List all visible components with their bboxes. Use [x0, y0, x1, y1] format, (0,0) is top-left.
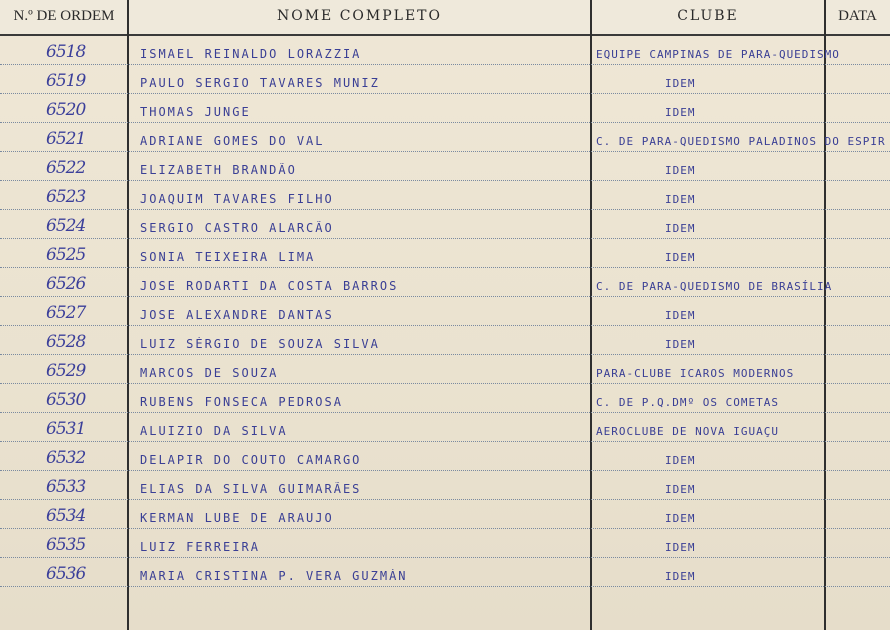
table-row	[0, 442, 890, 471]
table-row	[0, 268, 890, 297]
club-name: C. DE P.Q.DMº OS COMETAS	[596, 396, 779, 409]
club-name: IDEM	[665, 222, 696, 235]
club-name: PARA-CLUBE ICAROS MODERNOS	[596, 367, 795, 380]
table-row	[0, 152, 890, 181]
header-ordem: N.º DE ORDEM	[13, 8, 115, 24]
table-row	[0, 355, 890, 384]
table-row	[0, 384, 890, 413]
table-row	[0, 181, 890, 210]
table-row	[0, 326, 890, 355]
full-name: MARCOS DE SOUZA	[140, 366, 279, 380]
order-number: 6521	[46, 129, 86, 149]
club-name: IDEM	[665, 164, 696, 177]
club-name: IDEM	[665, 570, 696, 583]
order-number: 6535	[46, 535, 86, 555]
club-name: IDEM	[665, 106, 696, 119]
table-row	[0, 210, 890, 239]
club-name: IDEM	[665, 541, 696, 554]
full-name: ALUIZIO DA SILVA	[140, 424, 288, 438]
table-row	[0, 413, 890, 442]
order-number: 6531	[46, 419, 86, 439]
order-number: 6530	[46, 390, 86, 410]
table-row	[0, 65, 890, 94]
full-name: SERGIO CASTRO ALARCÃO	[140, 221, 334, 235]
club-name: IDEM	[665, 193, 696, 206]
order-number: 6527	[46, 303, 86, 323]
table-row	[0, 239, 890, 268]
club-name: EQUIPE CAMPINAS DE PARA-QUEDISMO	[596, 48, 840, 61]
order-number: 6518	[46, 42, 86, 62]
full-name: RUBENS FONSECA PEDROSA	[140, 395, 343, 409]
club-name: IDEM	[665, 454, 696, 467]
table-header	[0, 0, 890, 36]
table-row	[0, 558, 890, 587]
full-name: DELAPIR DO COUTO CAMARGO	[140, 453, 362, 467]
full-name: THOMAS JUNGE	[140, 105, 251, 119]
full-name: MARIA CRISTINA P. VERA GUZMÁN	[140, 569, 408, 583]
ledger-rows	[0, 36, 890, 587]
order-number: 6526	[46, 274, 86, 294]
header-clube: CLUBE	[677, 8, 739, 24]
order-number: 6520	[46, 100, 86, 120]
club-name: IDEM	[665, 338, 696, 351]
club-name: IDEM	[665, 309, 696, 322]
order-number: 6528	[46, 332, 86, 352]
table-row	[0, 123, 890, 152]
club-name: IDEM	[665, 251, 696, 264]
order-number: 6536	[46, 564, 86, 584]
full-name: ELIZABETH BRANDÃO	[140, 163, 297, 177]
club-name: IDEM	[665, 77, 696, 90]
table-row	[0, 529, 890, 558]
full-name: LUIZ SÉRGIO DE SOUZA SILVA	[140, 337, 380, 351]
table-row	[0, 500, 890, 529]
full-name: LUIZ FERREIRA	[140, 540, 260, 554]
table-row	[0, 94, 890, 123]
club-name: AEROCLUBE DE NOVA IGUAÇU	[596, 425, 779, 438]
full-name: SONIA TEIXEIRA LIMA	[140, 250, 316, 264]
order-number: 6532	[46, 448, 86, 468]
full-name: PAULO SERGIO TAVARES MUNIZ	[140, 76, 380, 90]
table-row	[0, 297, 890, 326]
full-name: ISMAEL REINALDO LORAZZIA	[140, 47, 362, 61]
order-number: 6529	[46, 361, 86, 381]
order-number: 6525	[46, 245, 86, 265]
club-name: IDEM	[665, 483, 696, 496]
club-name: IDEM	[665, 512, 696, 525]
club-name: C. DE PARA-QUEDISMO DE BRASÍLIA	[596, 280, 833, 293]
order-number: 6524	[46, 216, 86, 236]
full-name: ADRIANE GOMES DO VAL	[140, 134, 325, 148]
full-name: ELIAS DA SILVA GUIMARÃES	[140, 482, 362, 496]
full-name: KERMAN LUBE DE ARAUJO	[140, 511, 334, 525]
order-number: 6522	[46, 158, 86, 178]
full-name: JOSE ALEXANDRE DANTAS	[140, 308, 334, 322]
full-name: JOSE RODARTI DA COSTA BARROS	[140, 279, 399, 293]
full-name: JOAQUIM TAVARES FILHO	[140, 192, 334, 206]
header-nome: NOME COMPLETO	[276, 8, 442, 24]
order-number: 6519	[46, 71, 86, 91]
club-name: C. DE PARA-QUEDISMO PALADINOS DO ESPIR	[596, 135, 886, 148]
header-data: DATA	[838, 8, 877, 24]
order-number: 6523	[46, 187, 86, 207]
table-row	[0, 471, 890, 500]
order-number: 6534	[46, 506, 86, 526]
order-number: 6533	[46, 477, 86, 497]
table-row	[0, 36, 890, 65]
